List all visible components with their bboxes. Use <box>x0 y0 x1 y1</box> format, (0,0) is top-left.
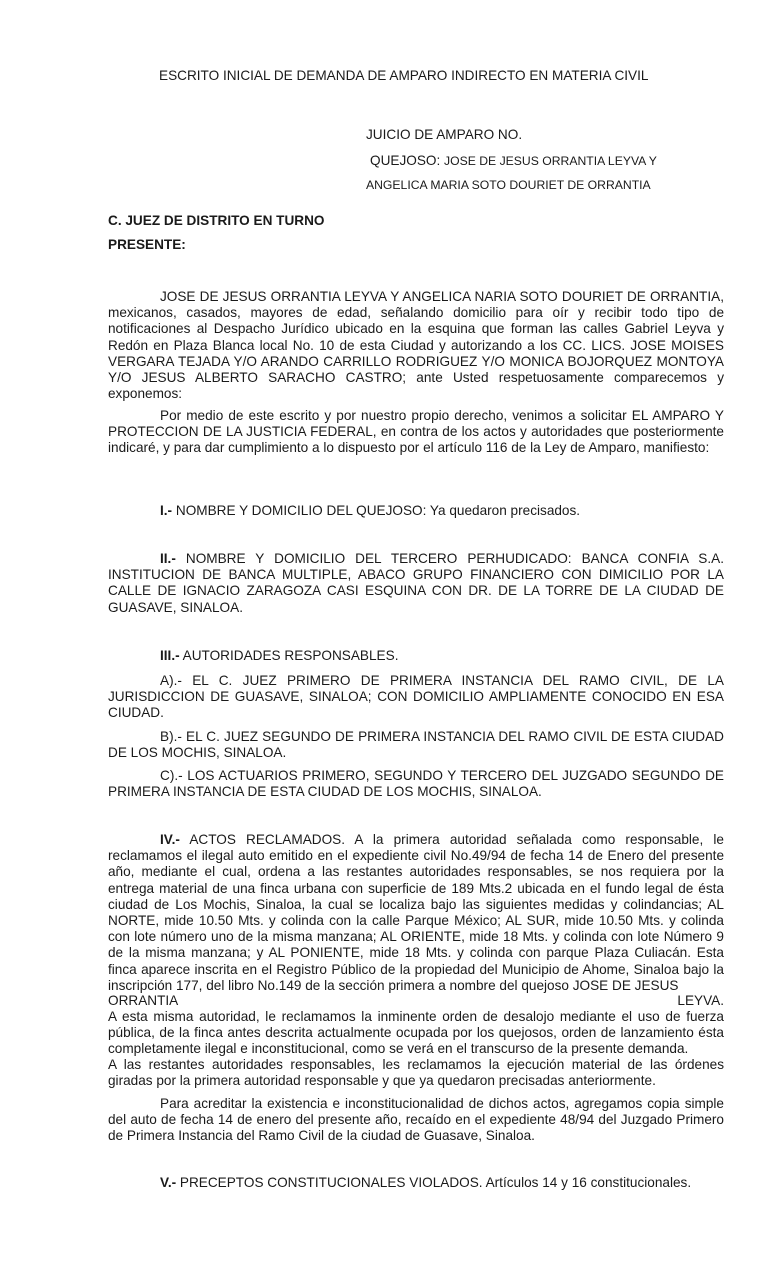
presente: PRESENTE: <box>108 237 186 252</box>
section-5 <box>160 1175 691 1190</box>
section-4-tail-right: LEYVA. <box>677 993 724 1008</box>
section-4-paragraph-2: A esta misma autoridad, le reclamamos la inminente orden de desalojo mediante el uso de fuerza pública, de la finca antes descrita actualmente ocupada por los quejosos, orden de lanzamiento ésta completamente ilegal e inconstitucional, como se verá en el transcurso de la presente demanda. <box>108 1009 724 1057</box>
section-5-text: PRECEPTOS CONSTITUCIONALES VIOLADOS. Artículos 14 y 16 constitucionales. <box>179 1175 692 1190</box>
section-2-number: II.- <box>160 551 176 566</box>
section-4-text: ACTOS RECLAMADOS. A la primera autoridad señalada como responsable, le reclamamos el ilegal auto emitido en el expediente civil No.49/94 de fecha 14 de Enero del presente año, mediante el cual, ordena a las restantes autoridades responsables, se nos requiera por la entrega material de una finca urbana con superficie de 189 Mts.2 ubicada en el fundo legal de ésta ciudad de Los Mochis, Sinaloa, la cual se localiza bajo las siguientes medidas y colindancias; AL NORTE, mide 10.50 Mts. y colinda con la calle Parque México; AL SUR, mide 10.50 Mts. y colinda con lote número uno de la misma manzana; AL ORIENTE, mide 18 Mts. y colinda con lote Número 9 de la misma manzana; y AL PONIENTE, mide 18 Mts. y colinda con parque Plaza Culiacán. Esta finca aparece inscrita en el Registro Público de la propiedad del Municipio de Ahome, Sinaloa bajo la inscripción 177, del libro No.149 de la sección primera a nombre del quejoso JOSE DE JESUS <box>108 832 724 993</box>
plaintiff-line-1 <box>370 153 657 168</box>
section-3 <box>160 648 398 663</box>
section-4-paragraph-4: Para acreditar la existencia e inconstitucionalidad de dichos actos, agregamos copia simple del auto de fecha 14 de enero del presente año, recaído en el expediente 48/94 del Juzgado Primero de Primera Instancia del Ramo Civil de la ciudad de Guasave, Sinaloa. <box>108 1096 724 1144</box>
section-3-text: AUTORIDADES RESPONSABLES. <box>182 648 399 663</box>
section-1-number: I.- <box>160 503 173 518</box>
authority-b: B).- EL C. JUEZ SEGUNDO DE PRIMERA INSTANCIA DEL RAMO CIVIL DE ESTA CIUDAD DE LOS MOCHIS, SINALOA. <box>108 729 724 761</box>
intro-paragraph: JOSE DE JESUS ORRANTIA LEYVA Y ANGELICA NARIA SOTO DOURIET DE ORRANTIA, mexicanos, casados, mayores de edad, señalando domicilio para oír y recibir todo tipo de notificaciones al Despacho Jurídico ubicado en la esquina que forman las calles Gabriel Leyva y Redón en Plaza Blanca local No. 10 de esta Ciudad y autorizando a los CC. LICS. JOSE MOISES VERGARA TEJADA Y/O ARANDO CARRILLO RODRIGUEZ Y/O MONICA BOJORQUEZ MONTOYA Y/O JESUS ALBERTO SARACHO CASTRO; ante Usted respetuosamente comparecemos y exponemos: <box>108 289 724 402</box>
section-1 <box>160 503 580 518</box>
section-4-paragraph-3: A las restantes autoridades responsables, les reclamamos la ejecución material de las órdenes giradas por la primera autoridad responsable y que ya quedaron precisadas anteriormente. <box>108 1057 724 1089</box>
plaintiff-name-2: ANGELICA MARIA SOTO DOURIET DE ORRANTIA <box>366 178 651 192</box>
section-2-text: NOMBRE Y DOMICILIO DEL TERCERO PERHUDICADO: BANCA CONFIA S.A. INSTITUCION DE BANCA MULTIPLE, ABACO GRUPO FINANCIERO CON DIMICILIO POR LA CALLE DE IGNACIO ZARAGOZA CASI ESQUINA CON DR. DE LA TORRE DE LA CIUDAD DE GUASAVE, SINALOA. <box>108 551 724 615</box>
section-4-tail-left: ORRANTIA <box>108 993 179 1008</box>
document-title: ESCRITO INICIAL DE DEMANDA DE AMPARO INDIRECTO EN MATERIA CIVIL <box>159 68 649 83</box>
section-4 <box>108 832 724 994</box>
addressee: C. JUEZ DE DISTRITO EN TURNO <box>108 213 325 228</box>
section-1-text: NOMBRE Y DOMICILIO DEL QUEJOSO: Ya quedaron precisados. <box>175 503 581 518</box>
plaintiff-name-1: JOSE DE JESUS ORRANTIA LEYVA Y <box>444 154 657 168</box>
section-2 <box>108 551 724 616</box>
authority-a: A).- EL C. JUEZ PRIMERO DE PRIMERA INSTANCIA DEL RAMO CIVIL, DE LA JURISDICCION DE GUASAVE, SINALOA; CON DOMICILIO AMPLIAMENTE CONOCIDO EN ESA CIUDAD. <box>108 673 724 721</box>
section-5-number: V.- <box>160 1175 177 1190</box>
section-4-tail <box>108 993 724 1009</box>
plaintiff-label: QUEJOSO: <box>370 153 441 168</box>
section-3-number: III.- <box>160 648 180 663</box>
authority-c: C).- LOS ACTUARIOS PRIMERO, SEGUNDO Y TERCERO DEL JUZGADO SEGUNDO DE PRIMERA INSTANCIA DE ESTA CIUDAD DE LOS MOCHIS, SINALOA. <box>108 768 724 800</box>
case-number: JUICIO DE AMPARO NO. <box>366 127 523 142</box>
request-paragraph: Por medio de este escrito y por nuestro propio derecho, venimos a solicitar EL AMPARO Y PROTECCION DE LA JUSTICIA FEDERAL, en contra de los actos y autoridades que posteriormente indicaré, y para dar cumplimiento a lo dispuesto por el artículo 116 de la Ley de Amparo, manifiesto: <box>108 408 724 456</box>
section-4-number: IV.- <box>160 832 180 847</box>
